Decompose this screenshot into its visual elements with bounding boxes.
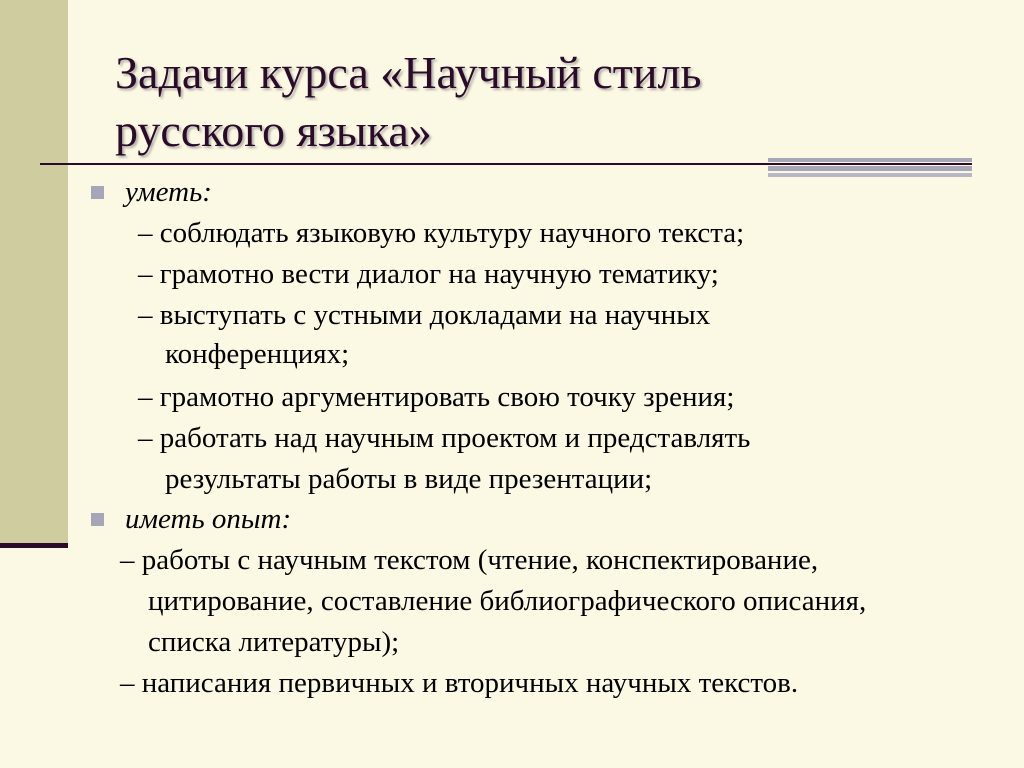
list-item-line: – грамотно аргументировать свою точку зрения;	[138, 381, 735, 413]
title-line-2: русского языка»	[115, 105, 432, 156]
section-label: уметь:	[125, 176, 212, 208]
list-item-line: – написания первичных и вторичных научных текстов.	[120, 667, 799, 699]
bullet-square-icon	[91, 186, 104, 199]
title-line-1: Задачи курса «Научный стиль	[115, 47, 702, 98]
bullet-square-icon	[91, 513, 104, 526]
list-item-line: – выступать с устными докладами на научных	[138, 299, 711, 331]
section-label: иметь опыт:	[125, 503, 292, 535]
list-item-line: – работать над научным проектом и представлять	[138, 422, 751, 454]
list-item-line: цитирование, составление библиографического описания,	[148, 585, 867, 617]
list-item-line: – соблюдать языковую культуру научного текста;	[138, 217, 745, 249]
list-item-line: списка литературы);	[148, 626, 400, 658]
list-item-line: – грамотно вести диалог на научную тематику;	[138, 258, 719, 290]
list-item-line: результаты работы в виде презентации;	[165, 463, 653, 495]
list-item-line: конференциях;	[165, 338, 350, 370]
list-item-line: – работы с научным текстом (чтение, конспектирование,	[120, 544, 819, 576]
